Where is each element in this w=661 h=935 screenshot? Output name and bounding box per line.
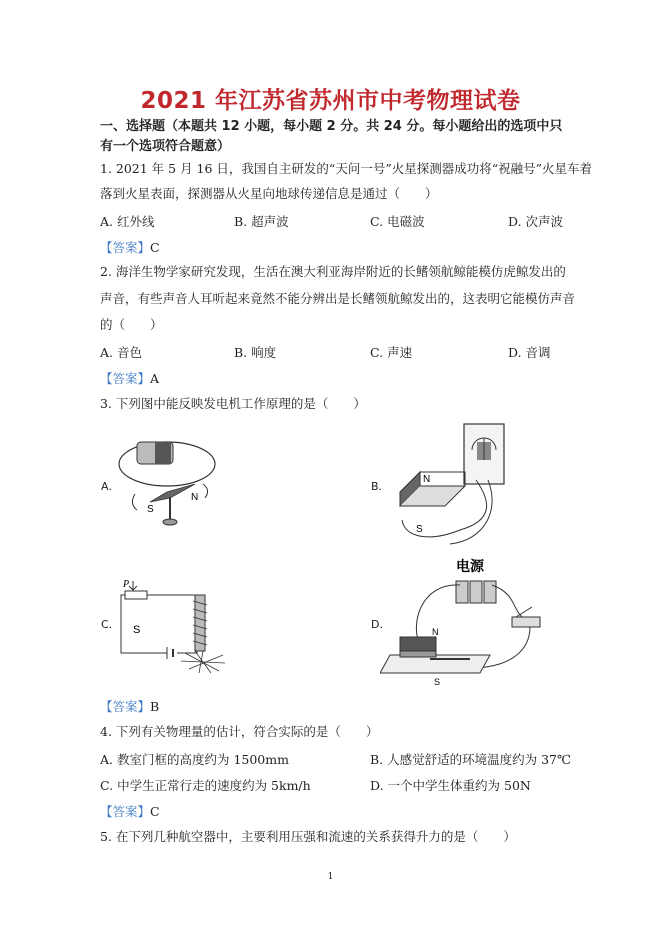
figure-b-n-label: N — [423, 474, 431, 485]
figure-b-label: B. — [371, 480, 383, 493]
q2-option-d: D. 音调 — [508, 345, 551, 360]
q2-option-a: A. 音色 — [100, 345, 142, 360]
q1-text-line1: 1. 2021 年 5 月 16 日，我国自主研发的“天问一号”火星探测器成功将“祝融号”火星车着 — [100, 161, 592, 176]
figure-b-magnet-galvanometer — [380, 420, 510, 550]
q2-option-c: C. 声速 — [370, 345, 413, 360]
figure-a-s-label: S — [147, 504, 154, 515]
answer-tag: 【答案】 — [100, 371, 151, 386]
q2-option-b: B. 响度 — [234, 345, 277, 360]
figure-d-motor-circuit — [380, 555, 550, 690]
q4-answer — [100, 802, 160, 820]
q1-option-b: B. 超声波 — [234, 214, 289, 229]
figure-d-power-label: 电源 — [456, 559, 484, 575]
page-title: 2021 年江苏省苏州市中考物理试卷 — [140, 88, 521, 114]
q2-text-line1: 2. 海洋生物学家研究发现，生活在澳大利亚海岸附近的长鳍领航鲸能模仿虎鲸发出的 — [100, 264, 566, 279]
q1-option-d: D. 次声波 — [508, 214, 564, 229]
q4-answer-value: C — [150, 804, 160, 819]
figure-a-label: A. — [101, 480, 112, 493]
figure-c-p-label: P — [123, 579, 130, 590]
q2-answer-value: A — [150, 371, 160, 386]
figure-a-n-label: N — [191, 492, 199, 503]
figure-a-coil-compass — [115, 432, 220, 532]
q1-option-a: A. 红外线 — [100, 214, 155, 229]
answer-tag: 【答案】 — [100, 240, 151, 255]
figure-b-s-label: S — [416, 524, 423, 535]
q2-text-line3: 的（ ） — [100, 317, 163, 332]
section-heading-line1: 一、选择题（本题共 12 小题，每小题 2 分。共 24 分。每小题给出的选项中只 — [100, 119, 563, 134]
q1-option-c: C. 电磁波 — [370, 214, 425, 229]
q3-text-line1: 3. 下列图中能反映发电机工作原理的是（ ） — [100, 396, 366, 411]
q4-option-a: A. 教室门框的高度约为 1500mm — [100, 752, 289, 767]
answer-tag: 【答案】 — [100, 699, 151, 714]
q4-text-line1: 4. 下列有关物理量的估计，符合实际的是（ ） — [100, 724, 379, 739]
q1-answer — [100, 238, 160, 256]
page-number: 1 — [327, 872, 334, 882]
figure-d-n-label: N — [432, 627, 439, 637]
q5-text-line1: 5. 在下列几种航空器中，主要利用压强和流速的关系获得升力的是（ ） — [100, 829, 516, 844]
q2-answer — [100, 369, 159, 387]
section-heading-line2: 有一个选项符合题意） — [100, 139, 231, 154]
figure-d-s-label: S — [434, 677, 441, 687]
answer-tag: 【答案】 — [100, 804, 151, 819]
figure-c-s-label: S — [133, 624, 141, 636]
q4-option-c: C. 中学生正常行走的速度约为 5km/h — [100, 778, 311, 793]
q4-option-b: B. 人感觉舒适的环境温度约为 37℃ — [370, 752, 571, 767]
q3-answer-value: B — [150, 699, 160, 714]
figure-c-label: C. — [101, 618, 113, 631]
figure-d-label: D. — [371, 618, 383, 631]
q2-text-line2: 声音，有些声音人耳听起来竟然不能分辨出是长鳍领航鲸发出的，这表明它能模仿声音 — [100, 291, 576, 306]
figure-c-electromagnet-circuit — [115, 575, 235, 675]
q4-option-d: D. 一个中学生体重约为 50N — [370, 778, 531, 793]
q1-text-line2: 落到火星表面，探测器从火星向地球传递信息是通过（ ） — [100, 186, 438, 201]
q3-answer — [100, 697, 159, 715]
q1-answer-value: C — [150, 240, 160, 255]
